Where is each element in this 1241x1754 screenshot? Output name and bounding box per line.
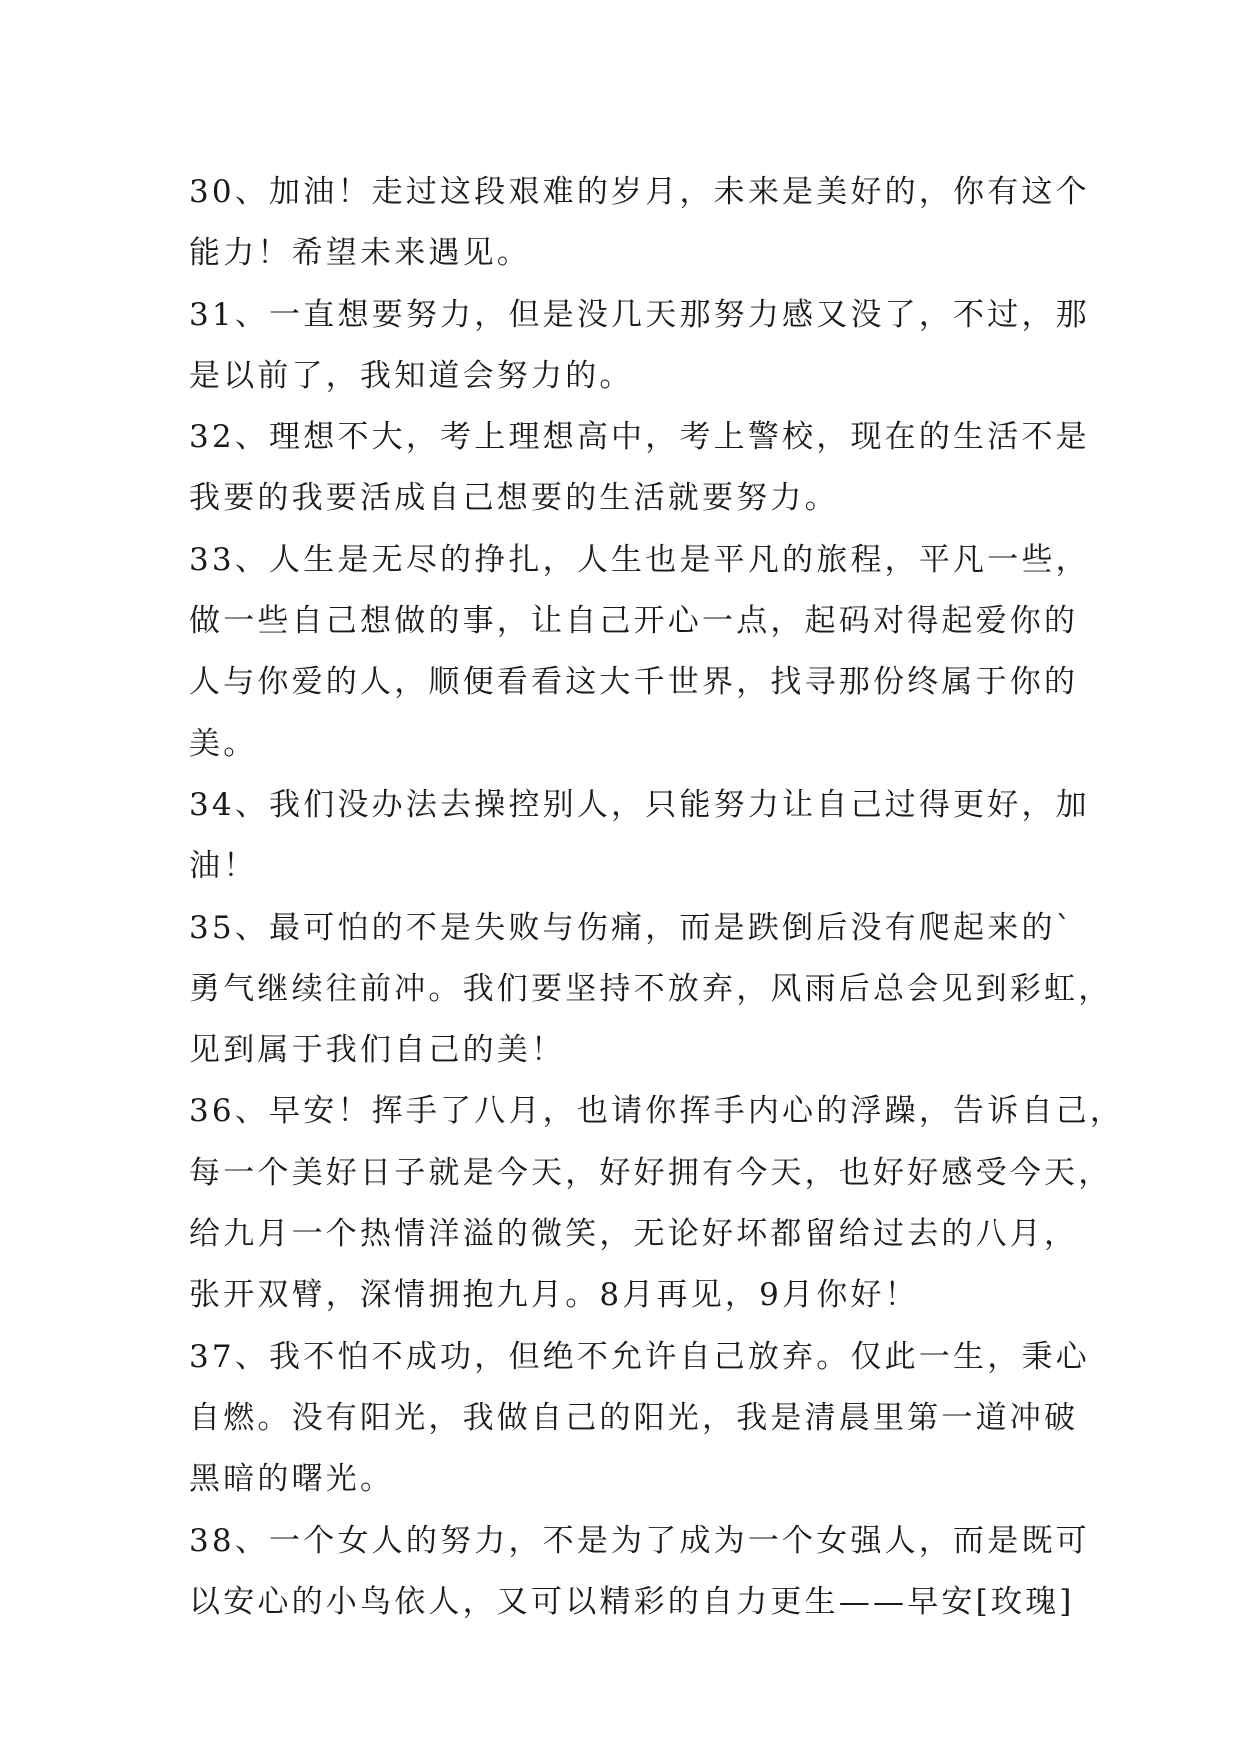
text-line: 以安心的小鸟依人，又可以精彩的自力更生——早安[玫瑰] <box>189 1583 1075 1620</box>
text-line: 美。 <box>189 725 258 762</box>
text-line: 做一些自己想做的事，让自己开心一点，起码对得起爱你的 <box>189 603 1079 640</box>
text-line: 34、我们没办法去操控别人，只能努力让自己过得更好，加 <box>189 786 1090 823</box>
text-line: 油！ <box>189 848 258 885</box>
text-line: 见到属于我们自己的美！ <box>189 1032 566 1069</box>
text-line: 35、最可怕的不是失败与伤痛，而是跌倒后没有爬起来的` <box>189 909 1075 946</box>
text-line: 黑暗的曙光。 <box>189 1461 395 1498</box>
text-line: 是以前了，我知道会努力的。 <box>189 357 634 394</box>
text-line: 30、加油！走过这段艰难的岁月，未来是美好的，你有这个 <box>189 174 1090 210</box>
document-body <box>189 162 1125 1633</box>
text-line: 自燃。没有阳光，我做自己的阳光，我是清晨里第一道冲破 <box>189 1399 1079 1436</box>
text-line: 32、理想不大，考上理想高中，考上警校，现在的生活不是 <box>189 419 1090 456</box>
text-line: 38、一个女人的努力，不是为了成为一个女强人，而是既可 <box>189 1522 1090 1559</box>
text-line: 我要的我要活成自己想要的生活就要努力。 <box>189 480 839 517</box>
text-line: 给九月一个热情洋溢的微笑，无论好坏都留给过去的八月， <box>189 1216 1079 1253</box>
text-line: 31、一直想要努力，但是没几天那努力感又没了，不过，那 <box>189 296 1090 333</box>
text-line: 每一个美好日子就是今天，好好拥有今天，也好好感受今天， <box>189 1154 1113 1191</box>
text-line: 张开双臂，深情拥抱九月。8月再见，9月你好！ <box>189 1277 919 1314</box>
text-line: 勇气继续往前冲。我们要坚持不放弃，风雨后总会见到彩虹， <box>189 970 1113 1007</box>
text-line: 能力！希望未来遇见。 <box>189 235 531 272</box>
text-line: 33、人生是无尽的挣扎，人生也是平凡的旅程，平凡一些， <box>189 541 1090 578</box>
text-line: 36、早安！挥手了八月，也请你挥手内心的浮躁，告诉自己， <box>189 1093 1125 1130</box>
text-line: 37、我不怕不成功，但绝不允许自己放弃。仅此一生，秉心 <box>189 1338 1090 1375</box>
text-line: 人与你爱的人，顺便看看这大千世界，找寻那份终属于你的 <box>189 664 1079 701</box>
